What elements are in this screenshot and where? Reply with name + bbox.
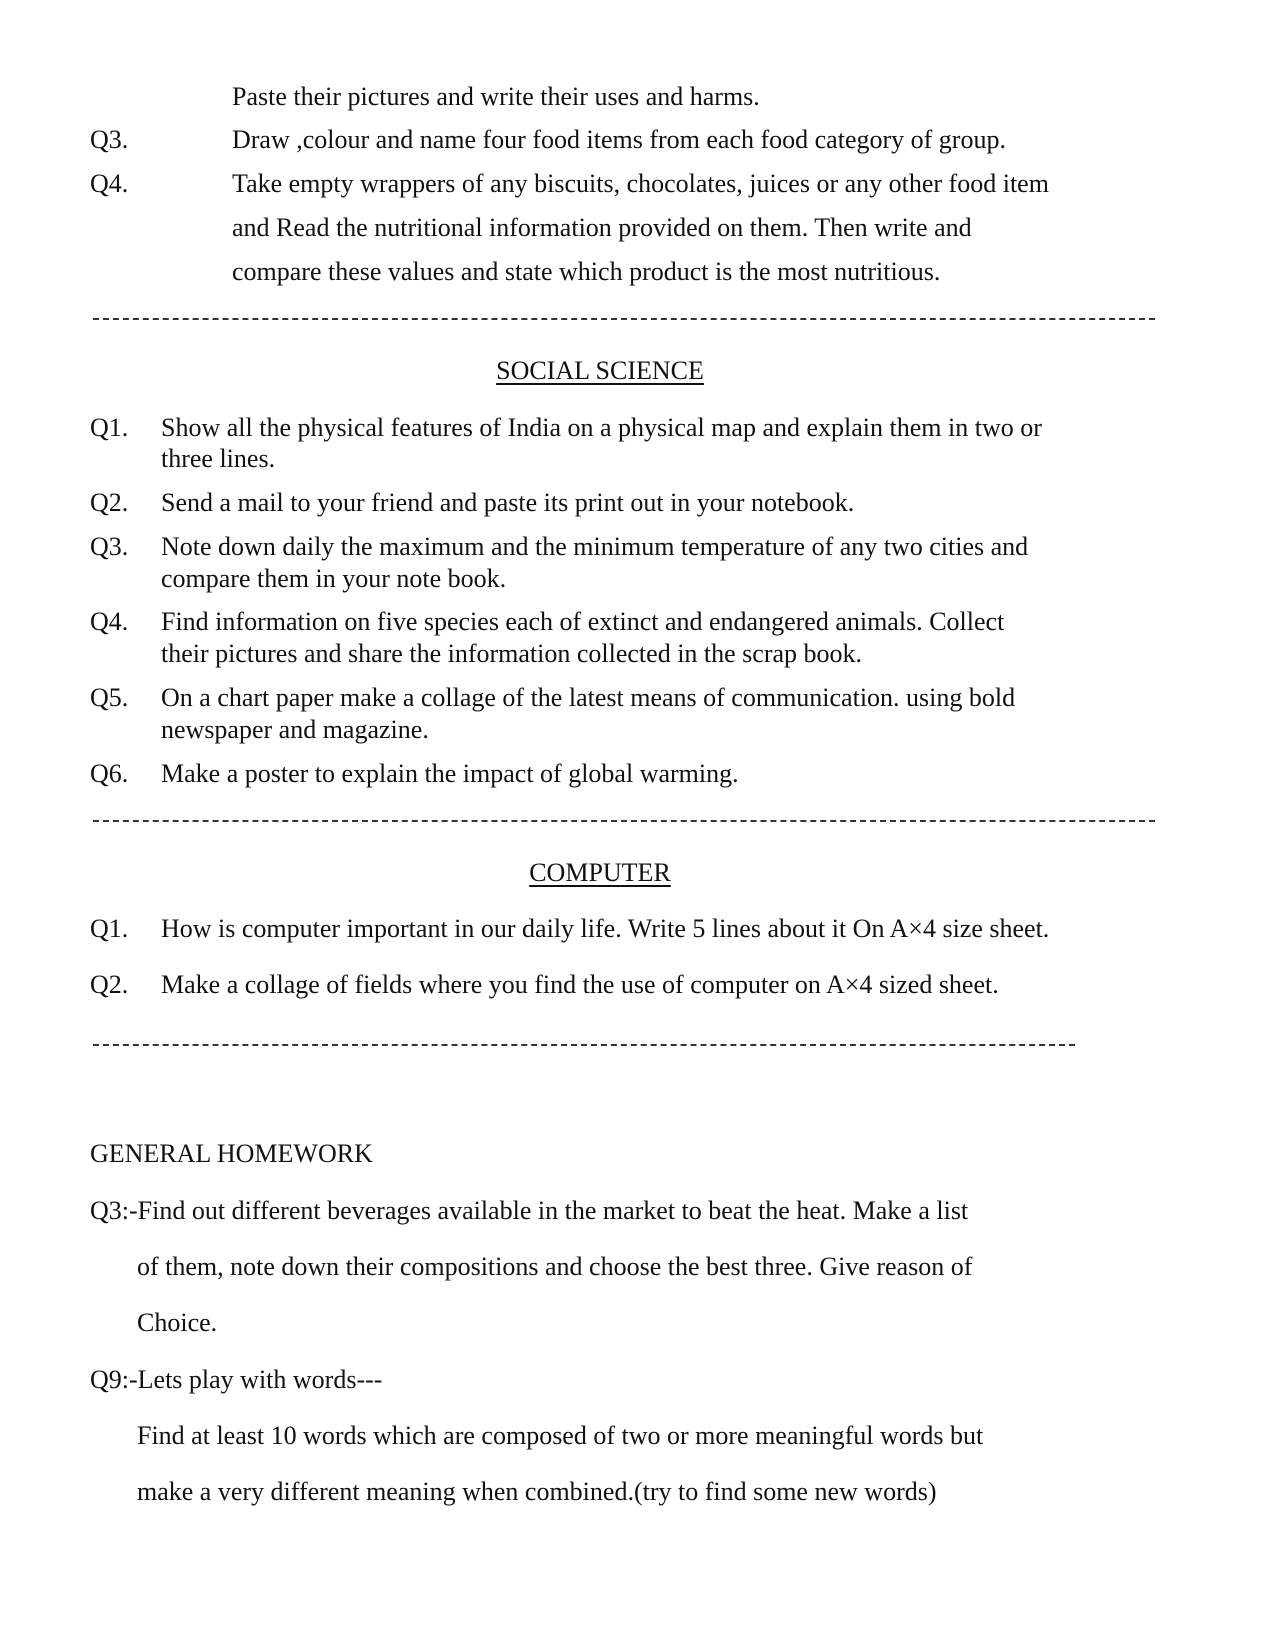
computer-q2-text: Make a collage of fields where you find the use of computer on A×4 sized sheet. — [161, 970, 999, 999]
computer-q1-text: How is computer important in our daily life. Write 5 lines about it On A×4 size sheet. — [161, 914, 1050, 943]
ss-q3-line: compare them in your note book. — [161, 564, 507, 593]
gh-q3-line: Choice. — [137, 1308, 218, 1337]
section-divider — [93, 820, 1155, 822]
ss-q1-line: three lines. — [161, 444, 276, 473]
computer-heading: COMPUTER — [529, 858, 671, 887]
ss-q3-number: Q3. — [90, 532, 129, 561]
section-divider — [93, 318, 1155, 320]
science-q2-continuation: Paste their pictures and write their uses and harms. — [232, 82, 760, 111]
social-science-heading: SOCIAL SCIENCE — [496, 356, 704, 385]
ss-q5-line: On a chart paper make a collage of the latest means of communication. using bold — [161, 683, 1016, 712]
ss-q6-number: Q6. — [90, 759, 129, 788]
gh-q3-first-line: Q3:-Find out different beverages available in the market to beat the heat. Make a list — [90, 1196, 969, 1225]
gh-q9-first-line: Q9:-Lets play with words--- — [90, 1365, 383, 1394]
science-q4-line: Take empty wrappers of any biscuits, chocolates, juices or any other food item — [232, 169, 1049, 198]
ss-q5-line: newspaper and magazine. — [161, 715, 429, 744]
science-q3-number: Q3. — [90, 125, 129, 154]
ss-q2-line: Send a mail to your friend and paste its print out in your notebook. — [161, 488, 855, 517]
gh-q9-line: make a very different meaning when combined.(try to find some new words) — [137, 1477, 937, 1506]
gh-q9-line: Find at least 10 words which are composed of two or more meaningful words but — [137, 1421, 984, 1450]
science-q3-text: Draw ,colour and name four food items from each food category of group. — [232, 125, 1006, 154]
gh-q3-line: of them, note down their compositions and choose the best three. Give reason of — [137, 1252, 973, 1281]
general-homework-heading: GENERAL HOMEWORK — [90, 1139, 373, 1168]
ss-q4-line: Find information on five species each of extinct and endangered animals. Collect — [161, 607, 1005, 636]
computer-q1-number: Q1. — [90, 914, 129, 943]
science-q4-line: and Read the nutritional information provided on them. Then write and — [232, 213, 972, 242]
ss-q1-number: Q1. — [90, 413, 129, 442]
ss-q6-line: Make a poster to explain the impact of global warming. — [161, 759, 739, 788]
ss-q4-line: their pictures and share the information collected in the scrap book. — [161, 639, 863, 668]
computer-q2-number: Q2. — [90, 970, 129, 999]
ss-q5-number: Q5. — [90, 683, 129, 712]
ss-q1-line: Show all the physical features of India on a physical map and explain them in two or — [161, 413, 1042, 442]
ss-q2-number: Q2. — [90, 488, 129, 517]
section-divider — [93, 1044, 1075, 1046]
ss-q3-line: Note down daily the maximum and the minimum temperature of any two cities and — [161, 532, 1029, 561]
science-q4-line: compare these values and state which product is the most nutritious. — [232, 257, 941, 286]
science-q4-number: Q4. — [90, 169, 129, 198]
ss-q4-number: Q4. — [90, 607, 129, 636]
